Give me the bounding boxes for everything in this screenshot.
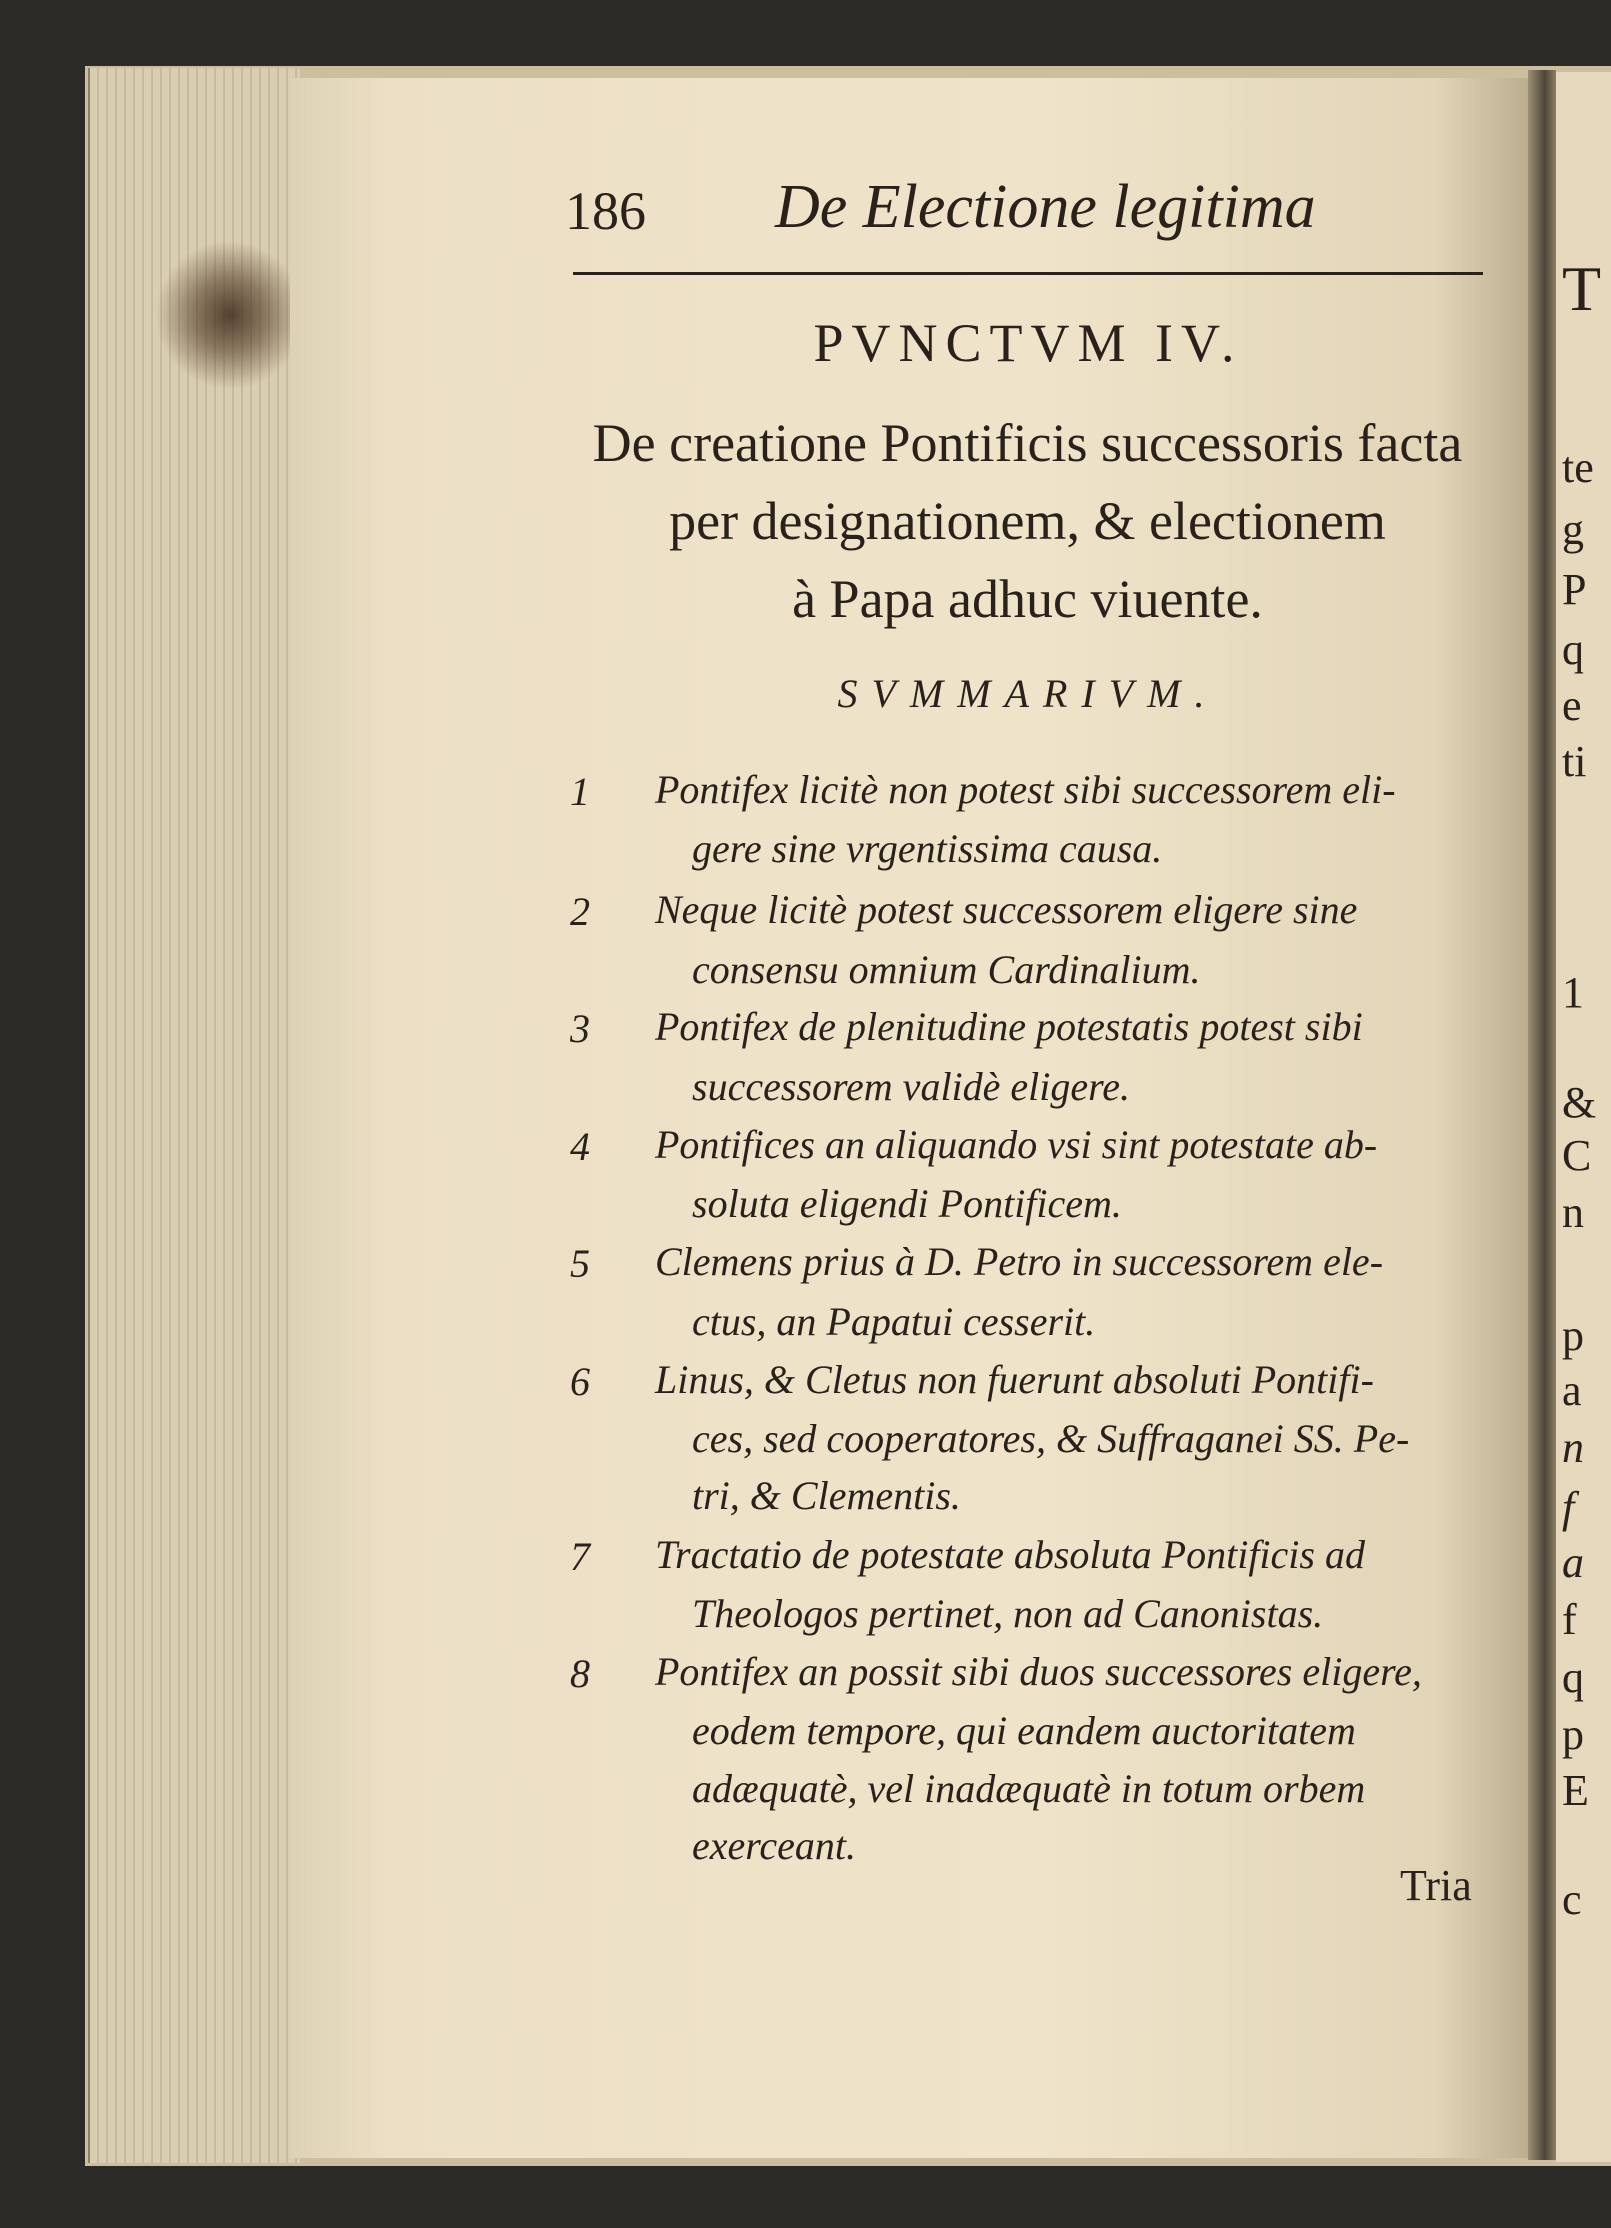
facing-fragment: p	[1562, 1311, 1584, 1360]
facing-fragment: E	[1562, 1766, 1589, 1815]
item-number: 7	[570, 1534, 590, 1579]
item-line: Pontifex licitè non potest sibi successorem eli-	[655, 767, 1396, 812]
item-number: 1	[570, 769, 590, 814]
summary-heading: SVMMARIVM.	[837, 671, 1219, 716]
facing-fragment: &	[1562, 1078, 1597, 1127]
facing-fragment: g	[1562, 505, 1584, 554]
facing-fragment: f	[1562, 1483, 1575, 1532]
title-line: à Papa adhuc viuente.	[792, 569, 1263, 629]
running-head: De Electione legitima	[775, 173, 1316, 241]
title-line: De creatione Pontificis successoris facta	[592, 413, 1463, 473]
facing-fragment: e	[1562, 681, 1582, 730]
facing-fragment: T	[1562, 253, 1602, 324]
item-line: exerceant.	[692, 1823, 856, 1868]
facing-fragment: c	[1562, 1875, 1582, 1924]
item-line: soluta eligendi Pontificem.	[692, 1181, 1122, 1226]
item-line: Linus, & Cletus non fuerunt absoluti Pontifi-	[655, 1357, 1374, 1402]
item-line: ctus, an Papatui cesserit.	[692, 1299, 1096, 1344]
header-rule	[573, 272, 1483, 275]
item-line: Tractatio de potestate absoluta Pontificis ad	[655, 1532, 1365, 1577]
item-number: 8	[570, 1651, 590, 1696]
item-number: 4	[570, 1124, 590, 1169]
item-line: Pontifices an aliquando vsi sint potestate ab-	[655, 1122, 1378, 1167]
catchword: Tria	[1400, 1861, 1472, 1910]
item-line: Theologos pertinet, non ad Canonistas.	[692, 1591, 1324, 1636]
facing-fragment: P	[1562, 565, 1587, 614]
facing-fragment: C	[1562, 1131, 1592, 1180]
item-number: 3	[570, 1006, 590, 1051]
book-page	[290, 78, 1535, 2158]
facing-fragment: a	[1562, 1538, 1584, 1587]
facing-fragment: a	[1562, 1366, 1582, 1415]
item-line: tri, & Clementis.	[692, 1473, 961, 1518]
facing-fragment: n	[1562, 1188, 1584, 1237]
item-line: ces, sed cooperatores, & Suffraganei SS. Pe-	[692, 1416, 1410, 1461]
item-line: consensu omnium Cardinalium.	[692, 947, 1201, 992]
facing-page	[1556, 72, 1611, 2162]
item-number: 2	[570, 889, 590, 934]
item-line: Neque licitè potest successorem eligere sine	[655, 887, 1358, 932]
item-line: eodem tempore, qui eandem auctoritatem	[692, 1708, 1356, 1753]
item-number: 5	[570, 1241, 590, 1286]
section-heading: PVNCTVM IV.	[813, 313, 1243, 373]
item-line: adæquatè, vel inadæquatè in totum orbem	[692, 1766, 1366, 1811]
facing-fragment: 1	[1562, 968, 1584, 1017]
facing-fragment: f	[1562, 1595, 1577, 1644]
edge-stain	[155, 240, 305, 390]
item-line: Pontifex de plenitudine potestatis potest sibi	[655, 1004, 1363, 1049]
facing-fragment: te	[1562, 443, 1594, 492]
facing-fragment: ti	[1562, 737, 1587, 786]
item-line: Pontifex an possit sibi duos successores eligere,	[655, 1649, 1422, 1694]
item-line: gere sine vrgentissima causa.	[692, 826, 1163, 871]
facing-fragment: q	[1562, 625, 1584, 674]
facing-fragment: p	[1562, 1710, 1584, 1759]
book-gutter	[1528, 70, 1556, 2160]
item-line: successorem validè eligere.	[692, 1064, 1130, 1109]
item-number: 6	[570, 1359, 590, 1404]
item-line: Clemens prius à D. Petro in successorem ele-	[655, 1239, 1384, 1284]
page-number: 186	[565, 181, 646, 241]
facing-fragment: q	[1562, 1653, 1584, 1702]
facing-fragment: n	[1562, 1423, 1584, 1472]
title-line: per designationem, & electionem	[669, 491, 1386, 551]
